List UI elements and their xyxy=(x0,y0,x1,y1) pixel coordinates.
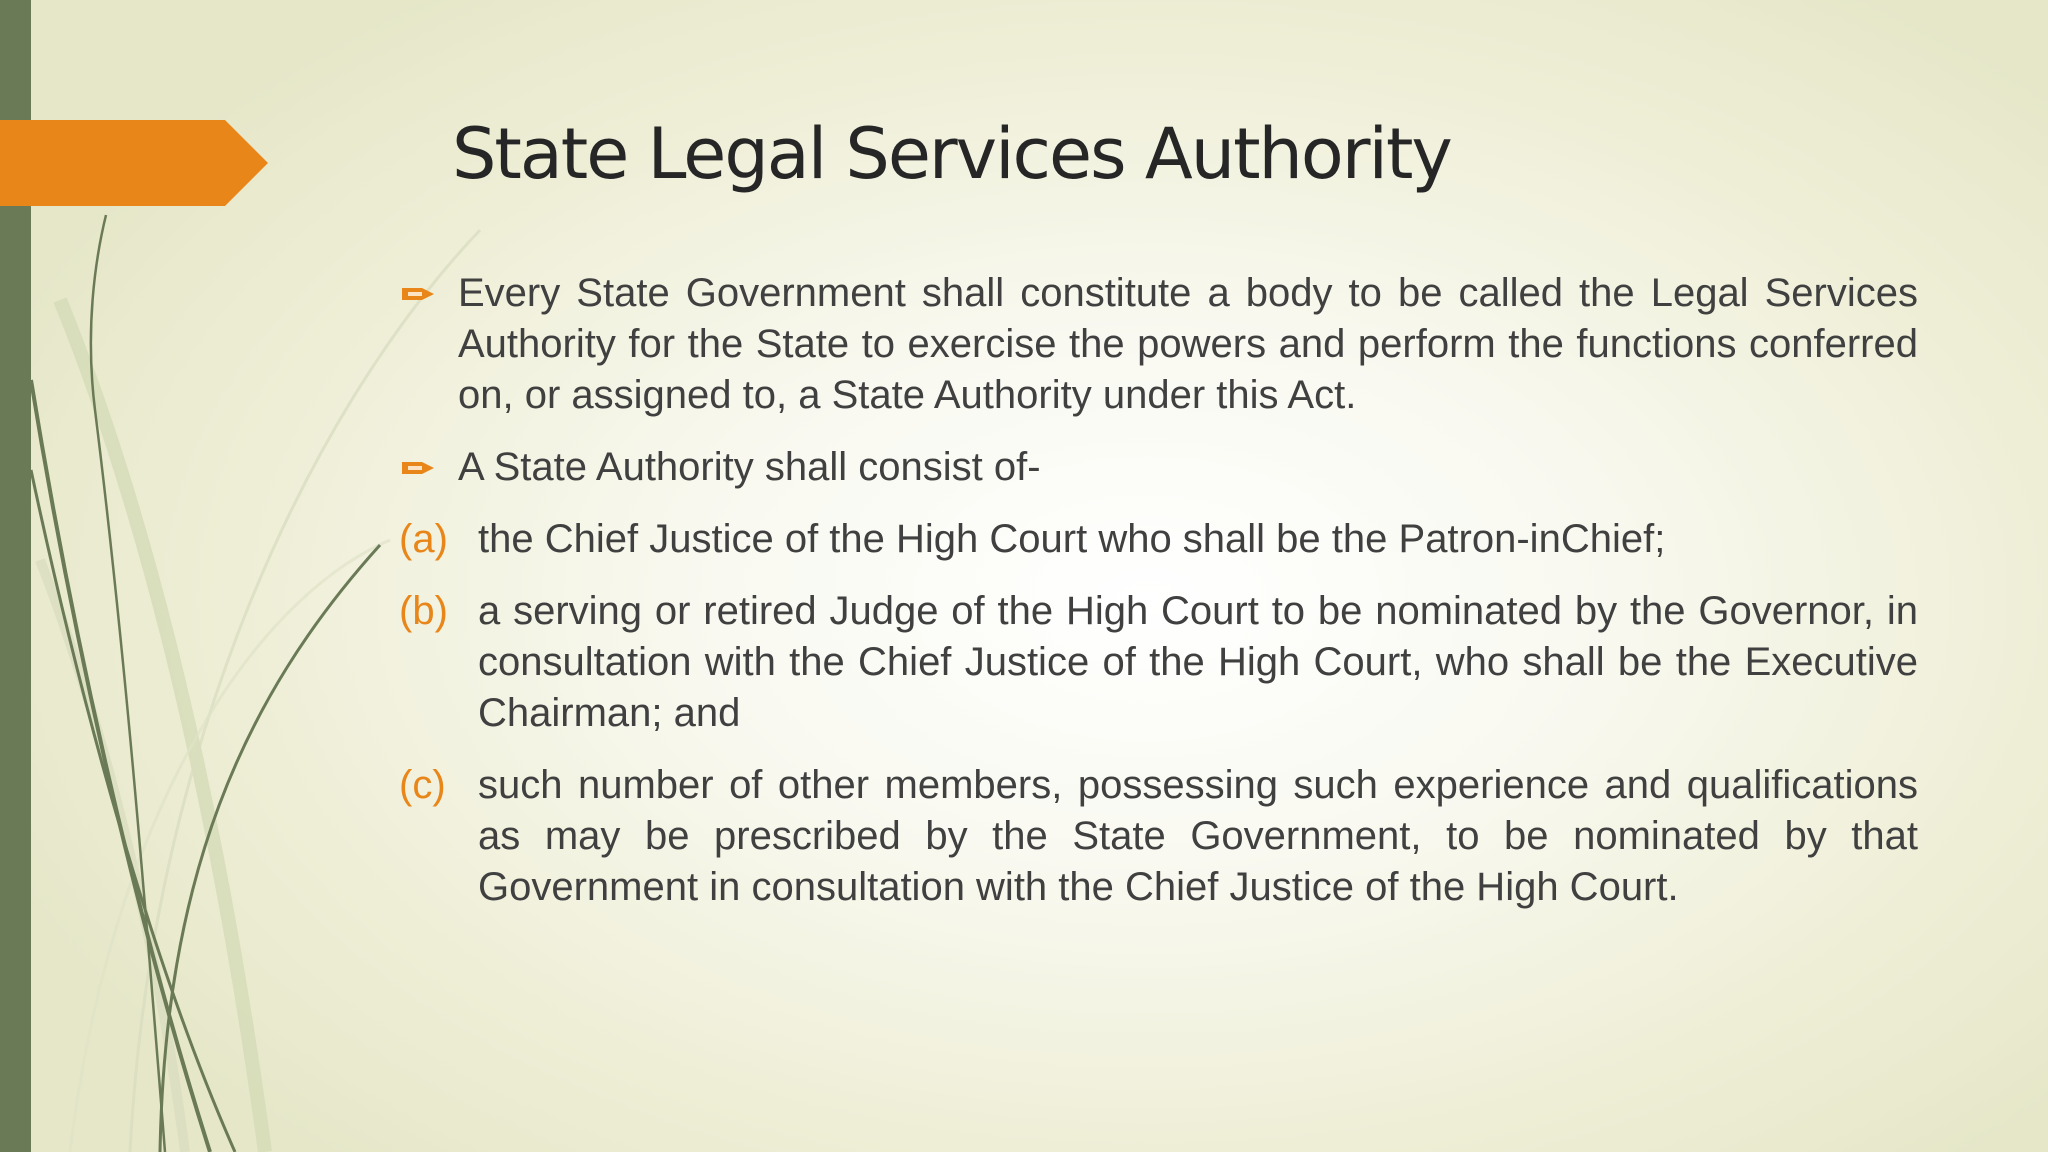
sub-item-text: such number of other members, possessing such experience and qualifications as may be prescribed by the State Government, to be nominated by that Government in consultation with the Chief Justice of the High Court. xyxy=(478,763,1918,909)
sub-item-marker: (b) xyxy=(399,589,448,633)
sub-item xyxy=(398,586,1918,739)
bullet-item xyxy=(398,268,1918,421)
arrow-bullet-icon xyxy=(402,285,435,303)
sub-item-text: a serving or retired Judge of the High Court to be nominated by the Governor, in consultation with the Chief Justice of the High Court, who shall be the Executive Chairman; and xyxy=(478,589,1918,735)
sub-item-text: the Chief Justice of the High Court who shall be the Patron-inChief; xyxy=(478,517,1666,561)
arrow-bullet-icon xyxy=(402,459,435,477)
sub-item-marker: (c) xyxy=(399,763,446,807)
title-arrow-tab xyxy=(0,120,270,206)
bullet-text: Every State Government shall constitute a body to be called the Legal Services Authority for the State to exercise the powers and perform the functions conferred on, or assigned to, a State Authority under this Act. xyxy=(458,271,1918,417)
slide-body xyxy=(398,268,1918,934)
sub-item xyxy=(398,514,1918,565)
sub-item xyxy=(398,760,1918,913)
bullet-item xyxy=(398,442,1918,493)
slide-title: State Legal Services Authority xyxy=(452,113,1451,195)
sub-item-marker: (a) xyxy=(399,517,448,561)
bullet-text: A State Authority shall consist of- xyxy=(458,445,1041,489)
